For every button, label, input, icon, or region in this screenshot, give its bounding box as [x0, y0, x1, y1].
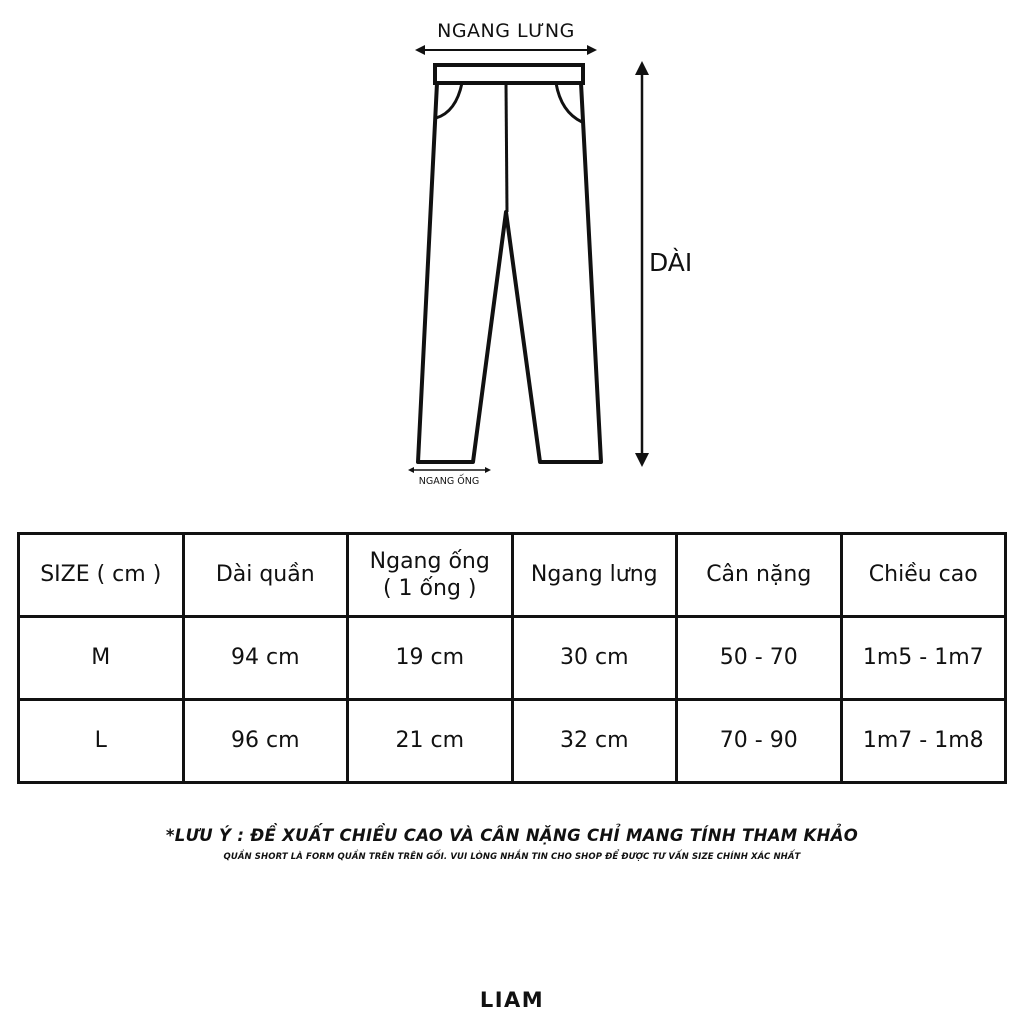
length-label: DÀI [649, 248, 693, 277]
cell-leg-opening: 21 cm [348, 700, 513, 783]
cell-height: 1m7 - 1m8 [841, 700, 1006, 783]
right-pocket [556, 83, 582, 122]
header-length: Dài quần [183, 534, 348, 617]
cell-waist: 30 cm [512, 617, 677, 700]
header-size: SIZE ( cm ) [19, 534, 184, 617]
pants-illustration [0, 0, 1024, 500]
left-pocket [436, 83, 462, 118]
cell-leg-opening: 19 cm [348, 617, 513, 700]
table-header-row [19, 534, 1006, 617]
header-waist: Ngang lưng [512, 534, 677, 617]
center-seam [506, 83, 507, 212]
cell-waist: 32 cm [512, 700, 677, 783]
waist-label: NGANG LƯNG [437, 20, 575, 42]
cell-height: 1m5 - 1m7 [841, 617, 1006, 700]
brand-logo: LIAM [479, 988, 545, 1012]
table-row [19, 700, 1006, 783]
header-height: Chiều cao [841, 534, 1006, 617]
pants-size-diagram [0, 0, 1024, 500]
cell-weight: 70 - 90 [677, 700, 842, 783]
waistband [435, 65, 583, 83]
cell-length: 96 cm [183, 700, 348, 783]
note-subtitle: QUẦN SHORT LÀ FORM QUẦN TRÊN TRÊN GỐI. VUI LÒNG NHẮN TIN CHO SHOP ĐỂ ĐƯỢC TƯ VẤN SIZE CHÍNH XÁC NHẤT [223, 852, 801, 862]
leg-opening-label: NGANG ỐNG [418, 476, 480, 487]
header-weight: Cân nặng [677, 534, 842, 617]
table-row [19, 617, 1006, 700]
header-leg-opening: Ngang ống ( 1 ống ) [348, 534, 513, 617]
pants-outline [418, 83, 601, 462]
cell-size: L [19, 700, 184, 783]
cell-weight: 50 - 70 [677, 617, 842, 700]
cell-size: M [19, 617, 184, 700]
note-title: *LƯU Ý : ĐỀ XUẤT CHIỀU CAO VÀ CÂN NẶNG CHỈ MANG TÍNH THAM KHẢO [165, 826, 859, 845]
size-chart-table [17, 532, 1007, 784]
cell-length: 94 cm [183, 617, 348, 700]
